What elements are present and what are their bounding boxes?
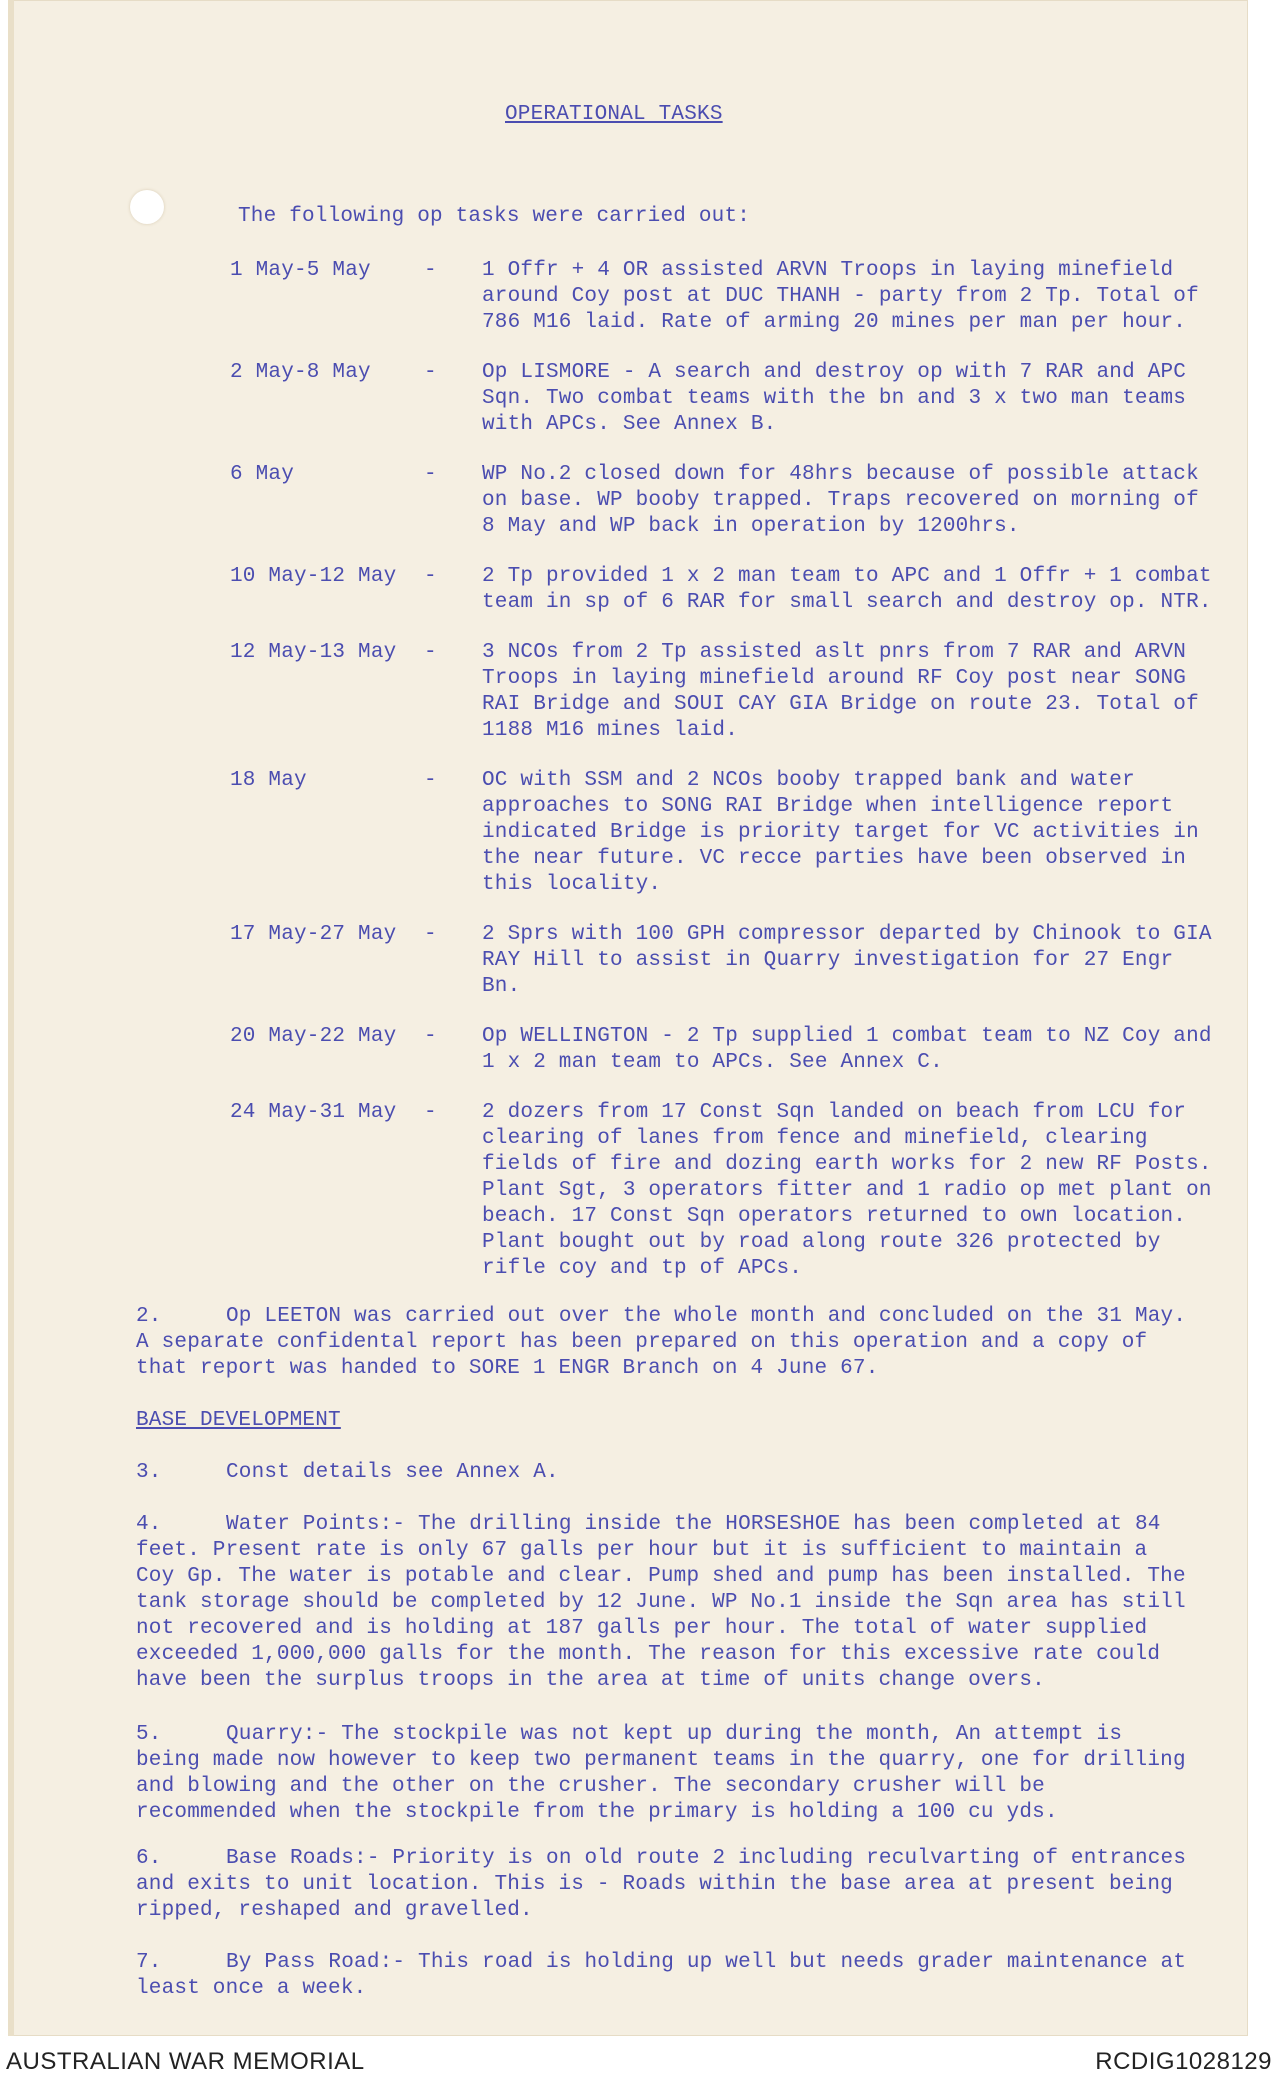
- task-date: 6 May: [230, 463, 295, 486]
- task-row: [230, 1024, 1230, 1076]
- task-dash: -: [424, 1101, 437, 1124]
- paragraph-text: Base Roads:- Priority is on old route 2 including reculvarting of entrances and exits to unit location. This is - Roads within the base area at present being ripped, reshaped and gravelled.: [136, 1847, 1187, 1922]
- task-row: [230, 258, 1230, 336]
- task-dash: -: [424, 565, 437, 588]
- archive-credit: AUSTRALIAN WAR MEMORIAL: [6, 2048, 365, 2075]
- task-row: [230, 360, 1230, 438]
- task-dash: -: [424, 923, 437, 946]
- paragraph-text: Op LEETON was carried out over the whole month and concluded on the 31 May. A separate confidental report has been prepared on this operation and a copy of that report was handed to SORE 1 ENGR Branch on 4 June 67.: [136, 1305, 1187, 1380]
- paragraph-7: [136, 1950, 1196, 2002]
- task-dash: -: [424, 769, 437, 792]
- task-dash: -: [424, 641, 437, 664]
- task-date: 17 May-27 May: [230, 923, 397, 946]
- task-list: [230, 258, 1230, 1306]
- task-date: 1 May-5 May: [230, 259, 371, 282]
- section-heading: BASE DEVELOPMENT: [136, 1409, 341, 1432]
- paragraph-2: [136, 1304, 1196, 1382]
- task-description: 3 NCOs from 2 Tp assisted aslt pnrs from 7 RAR and ARVN Troops in laying minefield around RF Coy post near SONG RAI Bridge and SOUI CAY GIA Bridge on route 23. Total of 1188 M16 mines laid.: [482, 641, 1199, 742]
- task-row: [230, 768, 1230, 898]
- paragraph-3: [136, 1460, 1196, 1486]
- paragraph-text: Quarry:- The stockpile was not kept up during the month, An attempt is being made now however to keep two permanent teams in the quarry, one for drilling and blowing and the other on the crusher. The secondary crusher will be recommended when the stockpile from the primary is holding a 100 cu yds.: [136, 1723, 1186, 1824]
- task-date: 18 May: [230, 769, 307, 792]
- task-date: 10 May-12 May: [230, 565, 397, 588]
- task-description: Op LISMORE - A search and destroy op with 7 RAR and APC Sqn. Two combat teams with the bn and 3 x two man teams with APCs. See Annex B.: [482, 361, 1187, 436]
- record-id: RCDIG1028129: [1095, 2048, 1272, 2075]
- intro-text: The following op tasks were carried out:: [238, 205, 751, 228]
- task-dash: -: [424, 361, 437, 384]
- task-description: 2 dozers from 17 Const Sqn landed on beach from LCU for clearing of lanes from fence and minefield, clearing fields of fire and dozing earth works for 2 new RF Posts. Plant Sgt, 3 operators fitter and 1 radio op met plant on beach. 17 Const Sqn operators returned to own location. Plant bought out by road along route 326 protected by rifle coy and tp of APCs.: [482, 1101, 1212, 1280]
- punch-hole: [130, 190, 164, 224]
- task-date: 24 May-31 May: [230, 1101, 397, 1124]
- task-description: WP No.2 closed down for 48hrs because of possible attack on base. WP booby trapped. Traps recovered on morning of 8 May and WP back in operation by 1200hrs.: [482, 463, 1199, 538]
- task-row: [230, 564, 1230, 616]
- task-row: [230, 640, 1230, 744]
- task-date: 12 May-13 May: [230, 641, 397, 664]
- paragraph-text: By Pass Road:- This road is holding up well but needs grader maintenance at least once a week.: [136, 1951, 1187, 2000]
- paragraph-text: Water Points:- The drilling inside the HORSESHOE has been completed at 84 feet. Present rate is only 67 galls per hour but it is sufficient to maintain a Coy Gp. The water is potable and clear. Pump shed and pump has been installed. The tank storage should be completed by 12 June. WP No.1 inside the Sqn area has still not recovered and is holding at 187 galls per hour. The total of water supplied exceeded 1,000,000 galls for the month. The reason for this excessive rate could have been the surplus troops in the area at time of units change overs.: [136, 1513, 1186, 1692]
- task-date: 20 May-22 May: [230, 1025, 397, 1048]
- task-description: OC with SSM and 2 NCOs booby trapped bank and water approaches to SONG RAI Bridge when intelligence report indicated Bridge is priority target for VC activities in the near future. VC recce parties have been observed in this locality.: [482, 769, 1199, 896]
- paragraph-number: 6.: [136, 1847, 162, 1870]
- paragraph-number: 7.: [136, 1951, 162, 1974]
- paragraph-5: [136, 1722, 1196, 1826]
- task-description: 2 Tp provided 1 x 2 man team to APC and 1 Offr + 1 combat team in sp of 6 RAR for small search and destroy op. NTR.: [482, 565, 1212, 614]
- page-edge: [8, 0, 14, 2036]
- paragraph-number: 2.: [136, 1305, 162, 1328]
- task-row: [230, 462, 1230, 540]
- task-description: 2 Sprs with 100 GPH compressor departed by Chinook to GIA RAY Hill to assist in Quarry investigation for 27 Engr Bn.: [482, 923, 1212, 998]
- document-title: OPERATIONAL TASKS: [505, 103, 723, 126]
- paragraph-number: 4.: [136, 1513, 162, 1536]
- paragraph-text: Const details see Annex A.: [226, 1461, 559, 1484]
- paragraph-number: 5.: [136, 1723, 162, 1746]
- task-dash: -: [424, 463, 437, 486]
- task-description: Op WELLINGTON - 2 Tp supplied 1 combat team to NZ Coy and 1 x 2 man team to APCs. See Annex C.: [482, 1025, 1212, 1074]
- task-dash: -: [424, 259, 437, 282]
- paragraph-4: [136, 1512, 1196, 1694]
- task-row: [230, 1100, 1230, 1282]
- task-row: [230, 922, 1230, 1000]
- task-dash: -: [424, 1025, 437, 1048]
- task-description: 1 Offr + 4 OR assisted ARVN Troops in laying minefield around Coy post at DUC THANH - party from 2 Tp. Total of 786 M16 laid. Rate of arming 20 mines per man per hour.: [482, 259, 1199, 334]
- paragraph-number: 3.: [136, 1461, 162, 1484]
- task-date: 2 May-8 May: [230, 361, 371, 384]
- paragraph-6: [136, 1846, 1196, 1924]
